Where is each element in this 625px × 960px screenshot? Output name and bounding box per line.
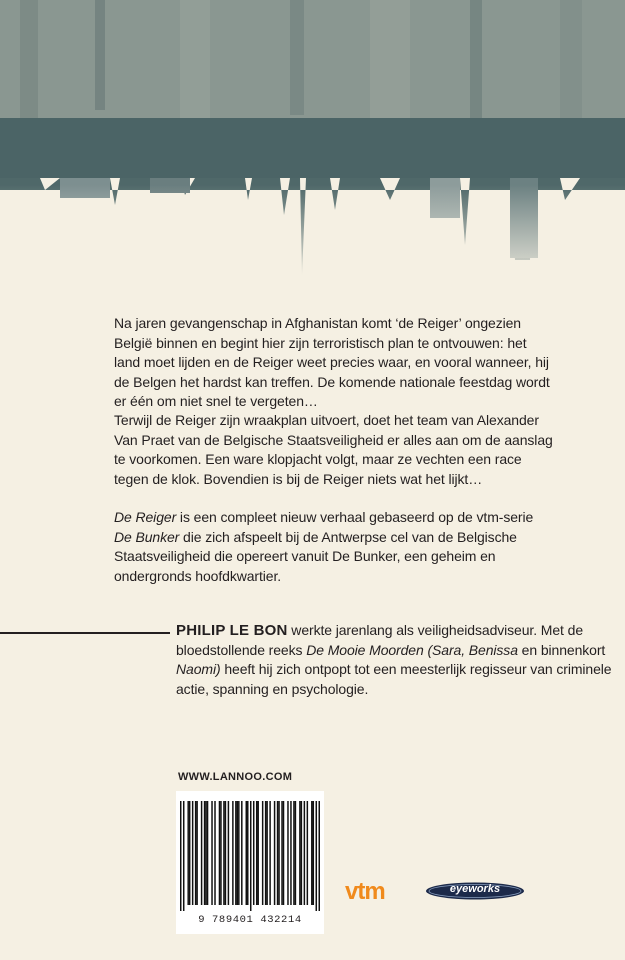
book-title: De Reiger xyxy=(114,509,177,525)
barcode-bar xyxy=(256,801,257,905)
barcode-bar xyxy=(293,801,294,905)
barcode-bar xyxy=(278,801,279,905)
blurb-paragraph-1-text: Na jaren gevangenschap in Afghanistan komt ‘de Reiger’ ongezien België binnen en begint hier zijn terroristisch plan te ontvouwen: het land moet lijden en de Reiger weet precies waar, en vooral wanneer, hij de Belgen het hardst kan treffen. De komende nationale feestdag wordt er één om niet snel te vergeten… xyxy=(114,315,550,409)
barcode-bar xyxy=(235,801,236,905)
barcode-bar xyxy=(247,801,248,905)
paragraph-3-text-a: is een compleet nieuw verhaal gebaseerd op de vtm-serie xyxy=(176,509,534,525)
barcode-bar xyxy=(189,801,190,905)
barcode-bar xyxy=(307,801,308,905)
author-name: PHILIP LE BON xyxy=(176,622,288,639)
blurb-paragraph-3 xyxy=(114,508,554,586)
barcode-bar xyxy=(205,801,206,905)
barcode-bar xyxy=(207,801,208,905)
barcode-bar xyxy=(283,801,284,905)
isbn-barcode xyxy=(176,791,324,934)
author-next-title: Naomi) xyxy=(176,661,221,678)
series-title: De Bunker xyxy=(114,528,180,545)
barcode-bar xyxy=(192,801,193,905)
barcode-bar xyxy=(183,801,184,911)
author-series: De Mooie Moorden (Sara, Benissa xyxy=(306,641,518,658)
barcode-bar xyxy=(265,801,266,905)
barcode-bar xyxy=(195,801,196,905)
barcode-bar xyxy=(250,801,251,911)
vtm-logo: vtm xyxy=(345,878,385,905)
eyeworks-label: eyeworks xyxy=(449,883,501,895)
barcode-bar xyxy=(246,801,247,905)
barcode-bar xyxy=(287,801,288,905)
author-bio xyxy=(176,621,616,699)
author-text-a: werkte jarenlang als veiligheidsadviseur. Met de bloedstollende reeks xyxy=(176,622,584,658)
barcode-bar xyxy=(228,801,229,905)
barcode-bar xyxy=(214,801,215,905)
barcode-bar xyxy=(238,801,239,905)
barcode-bar xyxy=(204,801,205,905)
author-text-c: heeft hij zich ontpopt tot een meesterlijk regisseur van criminele actie, spanning en psychologie. xyxy=(176,661,612,697)
eyeworks-logo xyxy=(425,882,525,900)
barcode-bar xyxy=(299,801,300,905)
barcode-bar xyxy=(274,801,275,905)
barcode-bar xyxy=(211,801,212,905)
barcode-bar xyxy=(313,801,314,905)
barcode-bar xyxy=(223,801,224,905)
blurb-paragraph-1 xyxy=(114,314,554,412)
paragraph-3-text-b: die zich afspeelt bij de Antwerpse cel van de Belgische Staatsveiligheid die opereert vanuit De Bunker, een geheim en ondergronds hoofdkwartier. xyxy=(114,528,517,584)
skyline-image xyxy=(0,0,625,290)
barcode-bar xyxy=(180,801,181,911)
barcode-bar xyxy=(220,801,221,905)
isbn-number: 9 789401 432214 xyxy=(198,914,302,926)
barcode-bar xyxy=(201,801,202,905)
barcode-bar xyxy=(277,801,278,905)
barcode-bar xyxy=(290,801,291,905)
barcode-bar xyxy=(281,801,282,905)
barcode-bar xyxy=(232,801,233,905)
barcode-bar xyxy=(196,801,197,905)
barcode-bar xyxy=(241,801,242,905)
publisher-url[interactable]: WWW.LANNOO.COM xyxy=(178,771,293,783)
barcode-bars xyxy=(180,801,320,911)
blurb-paragraph-2-text: Terwijl de Reiger zijn wraakplan uitvoert, doet het team van Alexander Van Praet van de Belgische Staatsveiligheid er alles aan om de aanslag te voorkomen. Een ware klopjacht volgt, maar ze vechten een race tegen de klok. Bovendien is bij de Reiger niets wat het lijkt… xyxy=(114,412,553,487)
barcode-bar xyxy=(319,801,320,911)
barcode-bar xyxy=(311,801,312,905)
barcode-bar xyxy=(266,801,267,905)
barcode-bar xyxy=(237,801,238,905)
divider-line xyxy=(0,632,170,634)
blurb-paragraph-2 xyxy=(114,411,554,489)
barcode-bar xyxy=(257,801,258,905)
barcode-bar xyxy=(301,801,302,905)
barcode-bar xyxy=(187,801,188,905)
barcode-bar xyxy=(304,801,305,905)
barcode-bar xyxy=(269,801,270,905)
barcode-bar xyxy=(295,801,296,905)
barcode-bar xyxy=(225,801,226,905)
barcode-bar xyxy=(253,801,254,905)
barcode-bar xyxy=(262,801,263,905)
barcode-bar xyxy=(316,801,317,911)
author-text-b: en binnenkort xyxy=(517,641,606,658)
barcode-bar xyxy=(219,801,220,905)
